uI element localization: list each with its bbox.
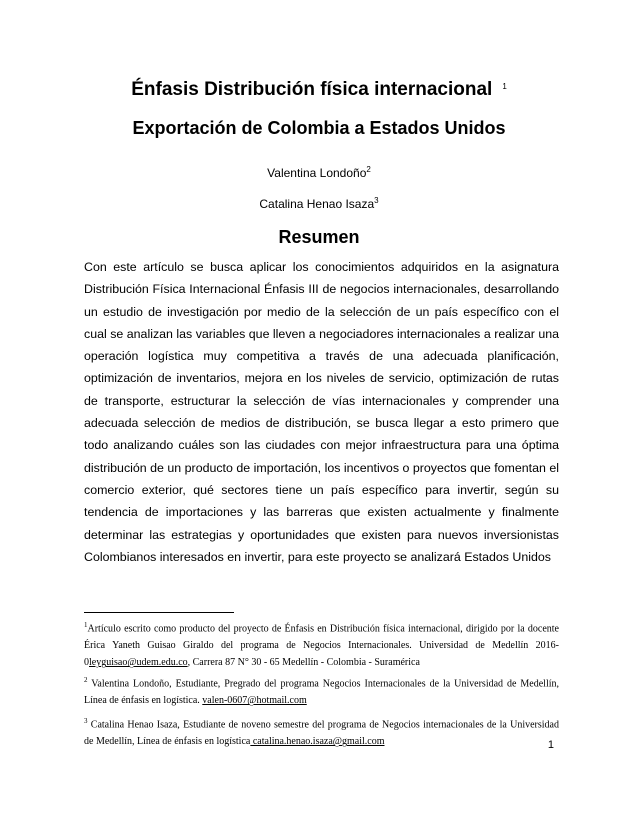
- footnote-1-email-link[interactable]: leyguisao@udem.edu.co: [89, 657, 188, 669]
- abstract-paragraph: Con este artículo se busca aplicar los conocimientos adquiridos en la asignatura Distribución Física Internacional Énfasis III de negocios internacionales, desarrollando un estudio de investigación por medio de la selección de un país específico con el cual se analizan las variables que lleven a negociadores internacionales a realizar una operación logística muy competitiva a través de una adecuada planificación, optimización de inventarios, mejora en los niveles de servicio, optimización de rutas de transporte, estructurar la selección de vías internacionales y comprender una adecuada selección de medios de distribución, se busca llegar a esto primero que todo analizando cuáles son las ciudades con mejor infraestructura para una óptima distribución de un producto de importación, los incentivos o proyectos que fomentan el comercio exterior, qué sectores tiene un país específico para invertir, según su tendencia de importaciones y las barreras que existen actualmente y finalmente determinar las estrategias y oportunidades que existen para nuevos inversionistas Colombianos interesados en invertir, para este proyecto se analizará Estados Unidos: [84, 260, 559, 564]
- author-2: Catalina Henao Isaza$^3$: [259, 196, 379, 211]
- footnote-3-email-link[interactable]: catalina.henao.isaza@gmail.com: [250, 736, 385, 748]
- author-1: Valentina Londoño$^2$: [267, 165, 371, 180]
- footnote-1: $^1$Artículo escrito como producto del proyecto de Énfasis en Distribución física internacional, dirigido por la docente Érica Yaneth Guisao Giraldo del programa de Negocios Internacionales. Universidad de Medellín 2016-0leyguisao@udem.edu.co, Carrera 87 N° 30 - 65 Medellín - Colombia - Suramérica: [84, 621, 559, 669]
- footnote-2: $^2$ Valentina Londoño, Estudiante, Pregrado del programa Negocios Internacionales de la Universidad de Medellín, Línea de énfasis en logística. valen-0607@hotmail.com: [84, 676, 560, 707]
- document-subtitle: Exportación de Colombia a Estados Unidos: [132, 118, 506, 138]
- document-title: Énfasis Distribución física internacional $^1$: [131, 79, 507, 100]
- abstract-heading: Resumen: [278, 227, 360, 247]
- footnote-3: $^3$ Catalina Henao Isaza, Estudiante de noveno semestre del programa de Negocios internacionales de la Universidad de Medellín, Línea de énfasis en logística catalina.henao.isaza@gmail.com: [84, 717, 559, 748]
- page-number: 1: [547, 739, 554, 751]
- footnote-2-email-link[interactable]: valen-0607@hotmail.com: [202, 695, 307, 707]
- footnote-separator: [84, 612, 234, 613]
- title-footnote-marker: 1: [502, 82, 507, 91]
